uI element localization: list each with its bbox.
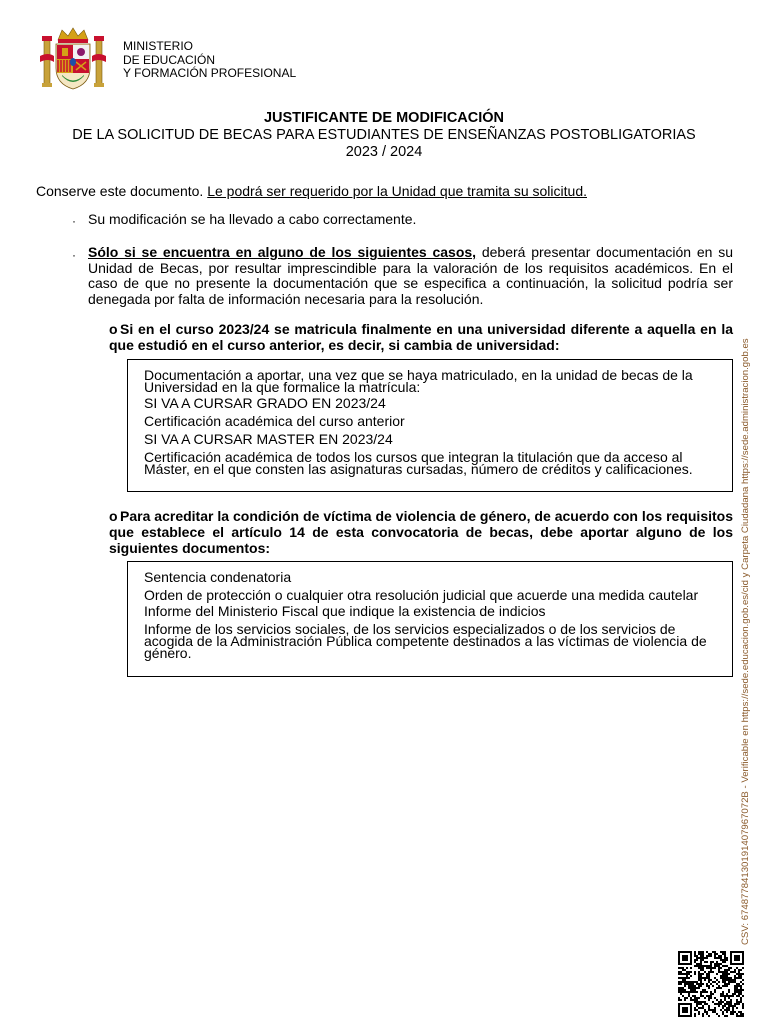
document-title: [0, 110, 768, 161]
case-university-change-heading: [109, 321, 733, 353]
spain-coat-of-arms-icon: [40, 26, 106, 92]
circle-bullet-icon: o: [109, 321, 118, 337]
case-1-documents-box: [127, 359, 733, 492]
case-1-item: SI VA A CURSAR GRADO EN 2023/24: [144, 395, 386, 411]
title-line-3: 2023 / 2024: [345, 144, 423, 160]
ministry-name: [123, 40, 296, 81]
title-line-2: DE LA SOLICITUD DE BECAS PARA ESTUDIANTES DE ENSEÑANZAS POSTOBLIGATORIAS: [72, 127, 696, 143]
ministry-line-2: DE EDUCACIÓN: [123, 52, 216, 67]
intro-underlined: Le podrá ser requerido por la Unidad que tramita su solicitud.: [207, 183, 587, 199]
case-2-item: Orden de protección o cualquier otra resolución judicial que acuerde una medida cautelar: [144, 587, 699, 603]
conditions-rest: deberá presentar documentación en su Unidad de Becas, por resultar imprescindible para la valoración de los requisitos académicos. En el caso de que no presente la documentación que se especifica a continuación, la solicitud podría ser denegada por falta de información necesaria para la resolución.: [88, 244, 733, 307]
bullet-dot-icon: ·: [72, 214, 76, 228]
case-2-item: Informe del Ministerio Fiscal que indique la existencia de indicios: [144, 603, 546, 619]
case-1-item: Documentación a aportar, una vez que se haya matriculado, en la unidad de becas de la Universidad en la que formalice la matrícula:: [144, 367, 693, 395]
case-1-heading-text: Si en el curso 2023/24 se matricula finalmente en una universidad diferente a aquella en la que estudió en el curso anterior, es decir, si cambia de universidad:: [109, 321, 733, 353]
bullet-dot-icon: ·: [72, 248, 76, 262]
case-1-item: SI VA A CURSAR MASTER EN 2023/24: [144, 431, 393, 447]
case-2-item: Informe de los servicios sociales, de los servicios especializados o de los servicios de acogida de la Administración Pública competente destinados a las víctimas de violencia de género.: [144, 621, 707, 661]
case-1-item: Certificación académica de todos los cursos que integran la titulación que da acceso al Máster, en el que consten las asignaturas cursadas, número de créditos y calificaciones.: [144, 449, 693, 477]
case-2-documents-box: [127, 561, 733, 677]
title-line-1: JUSTIFICANTE DE MODIFICACIÓN: [263, 110, 505, 126]
bullet-success: Su modificación se ha llevado a cabo correctamente.: [88, 211, 417, 227]
intro-notice: [36, 183, 587, 199]
circle-bullet-icon: o: [109, 508, 118, 524]
ministry-line-1: MINISTERIO: [123, 39, 194, 53]
case-2-item: Sentencia condenatoria: [144, 569, 292, 585]
conditions-lead: Sólo si se encuentra en alguno de los siguientes casos,: [88, 244, 477, 260]
verification-text: CSV: 67487784130191407967072B - Verificable en https://sede.educacion.gob.es/cid y Carpeta Ciudadana https://sede.administracion.gob.es: [740, 338, 751, 945]
qr-code-icon: [678, 951, 744, 1017]
intro-plain: Conserve este documento.: [36, 183, 204, 199]
verification-sidebar: [733, 325, 751, 945]
ministry-line-3: Y FORMACIÓN PROFESIONAL: [123, 66, 297, 80]
case-2-heading-text: Para acreditar la condición de víctima de violencia de género, de acuerdo con los requisitos que establece el artículo 14 de esta convocatoria de becas, debe aportar alguno de los siguientes documentos:: [109, 508, 733, 556]
case-gender-violence-heading: [109, 508, 733, 556]
case-1-item: Certificación académica del curso anterior: [144, 413, 405, 429]
bullet-conditions: [88, 245, 733, 307]
